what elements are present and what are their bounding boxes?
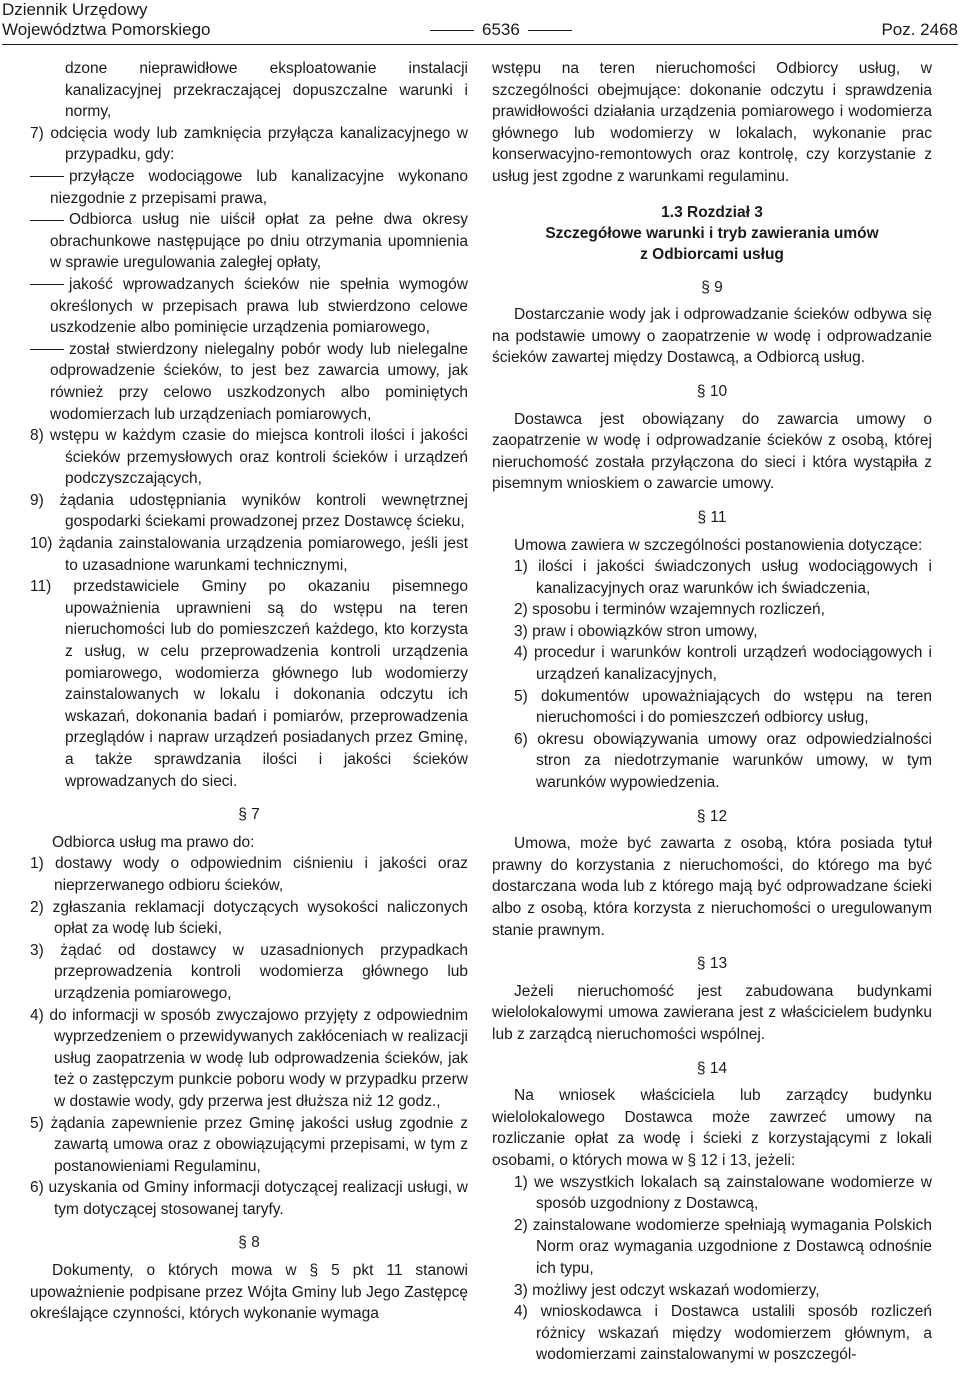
list-item: 4) do informacji w sposób zwyczajowo przyjęty z odpowiednim wyprzedzeniem o przewidywanych zakłóceniach w realizacji usług zaopatrzenia w wodę lub odprowadzenia ścieków, jak też o zastępczym punkcie poboru wody w przypadku przerw w dostawie wody, gdy przerwa jest dłuższa niż 12 godz., (30, 1006, 468, 1110)
paragraph: Dokumenty, o których mowa w § 5 pkt 11 stanowi upoważnienie podpisane przez Wójta Gminy lub Jego Zastępcę określające czynności, których wykonanie wymaga (30, 1262, 468, 1323)
dash-bullet (30, 176, 64, 177)
list-item: 3) praw i obowiązków stron umowy, (514, 622, 758, 640)
left-column (30, 58, 468, 1325)
publication-title: Dziennik Urzędowy (2, 0, 148, 19)
list-item: Odbiorca usług nie uiścił opłat za pełne dwa okresy obrachunkowe następujące po dniu otrzymania upomnienia w sprawie uregulowania zaległej opłaty, (30, 209, 468, 274)
list-item: przyłącze wodociągowe lub kanalizacyjne wykonano niezgodnie z przepisami prawa, (30, 166, 468, 209)
list-item: 1) ilości i jakości świadczonych usług wodociągowych i kanalizacyjnych oraz warunków ich świadczenia, (514, 558, 932, 597)
section-heading: § 10 (696, 382, 728, 400)
item7-sublist (30, 166, 468, 425)
chapter-number: 1.3 Rozdział 3 (661, 203, 763, 221)
list-item: 5) żądania zapewnienie przez Gminę jakości usług zgodnie z zawartą umowa oraz z obowiązującymi przepisami, w tym z postanowieniami Regulaminu, (30, 1114, 468, 1175)
list-item: 11) przedstawiciele Gminy po okazaniu pisemnego upoważnienia uprawnieni są do wstępu na teren nieruchomości lub do pomieszczeń każdego, kto korzysta z usług, w celu przeprowadzenia kontroli urządzenia pomiarowego, wodomierza głównego lub wodomierzy zainstalowanych w lokalu i dokonania odczytu ich wskazań, dokonania badań i pomiarów, przeprowadzenia przeglądów i napraw urządzeń posiadanych przez Gminę, a także sprawdzania ilości i jakości ścieków wprowadzanych do sieci. (30, 578, 468, 790)
section-heading: § 13 (696, 955, 728, 973)
paragraph: Umowa, może być zawarta z osobą, która posiada tytuł prawny do korzystania z nieruchomości, do którego ma być dostarczana woda lub z którego mają być odprowadzane ścieki albo z osobą, która korzysta z nieruchomości o uregulowanym stanie prawnym. (492, 835, 932, 939)
list-item: dzone nieprawidłowe eksploatowanie instalacji kanalizacyjnej przekraczającej dopuszczalne warunki i normy, (65, 60, 468, 121)
dash-bullet (30, 220, 64, 221)
chapter-title: Szczegółowe warunki i tryb zawierania umów (545, 224, 879, 242)
section-heading: § 8 (238, 1234, 260, 1252)
section-heading: § 14 (696, 1059, 728, 1077)
right-column (492, 58, 932, 1366)
list-item: 3) możliwy jest odczyt wskazań wodomierzy, (514, 1281, 820, 1299)
list-item: 10) żądania zainstalowania urządzenia pomiarowego, jeśli jest to uzasadnione warunkami technicznymi, (30, 535, 468, 574)
list-item: 4) procedur i warunków kontroli urządzeń wodociągowych i urządzeń kanalizacyjnych, (514, 644, 932, 684)
list-item: 7) odcięcia wody lub zamknięcia przyłącza kanalizacyjnego w przypadku, gdy: (30, 124, 468, 164)
paragraph: wstępu na teren nieruchomości Odbiorcy usług, w szczególności obejmujące: dokonanie odczytu i sprawdzenia prawidłowości działania urządzenia pomiarowego i wodomierza głównego lub wodomierzy w lokalach, wykonanie prac konserwacyjno-remontowych oraz kontrolę, czy korzystanie z usług jest zgodne z warunkami regulaminu. (492, 60, 932, 185)
chapter-heading (492, 202, 932, 265)
section-heading: § 9 (701, 278, 723, 296)
section-heading: § 7 (238, 806, 260, 824)
list-item: jakość wprowadzanych ścieków nie spełnia wymogów określonych w przepisach prawa lub stwierdzono celowe uszkodzenie albo pominięcie urządzenia pomiarowego, (30, 274, 468, 339)
paragraph: Odbiorca usług ma prawo do: (52, 833, 255, 851)
section-heading: § 12 (696, 807, 728, 825)
position-number: Poz. 2468 (881, 20, 958, 39)
list-item: 9) żądania udostępniania wyników kontroli wewnętrznej gospodarki ściekami prowadzonej przez Dostawcę ścieku, (30, 491, 468, 531)
chapter-title-cont: z Odbiorcami usług (640, 245, 784, 263)
dash-bullet (30, 284, 64, 285)
list-item: 2) sposobu i terminów wzajemnych rozliczeń, (514, 601, 825, 619)
paragraph: Dostarczanie wody jak i odprowadzanie ścieków odbywa się na podstawie umowy o zaopatrzenie w wodę i odprowadzanie ścieków zawartej między Dostawcą, a Odbiorcą usług. (492, 306, 932, 367)
section-heading: § 11 (697, 508, 727, 526)
dash-left (430, 30, 474, 31)
paragraph: Umowa zawiera w szczególności postanowienia dotyczące: (514, 536, 923, 554)
list-item: 4) wnioskodawca i Dostawca ustalili sposób rozliczeń różnicy wskazań między wodomierzem głównym, a wodomierzami zainstalowanymi w poszczegól- (514, 1303, 932, 1364)
dash-bullet (30, 349, 64, 350)
list-item: 6) uzyskania od Gminy informacji dotyczącej realizacji usługi, w tym dotyczącej stosowanej taryfy. (30, 1179, 468, 1218)
list-item: 5) dokumentów upoważniających do wstępu na teren nieruchomości i do pomieszczeń odbiorcy usług, (514, 687, 932, 727)
list-item: 8) wstępu w każdym czasie do miejsca kontroli ilości i jakości ścieków przemysłowych oraz kontroli ścieków i urządzeń podczyszczających, (30, 427, 468, 488)
list-item: 2) zainstalowane wodomierze spełniają wymagania Polskich Norm oraz wymagania uzgodnione z Dostawcą odnośnie ich typu, (514, 1216, 932, 1277)
publication-subtitle: Województwa Pomorskiego (2, 20, 211, 39)
paragraph: Na wniosek właściciela lub zarządcy budynku wielolokalowego Dostawca może zawrzeć umowy na rozliczanie opłat za wodę i ścieki z korzystającymi z lokali osobami, o których mowa w § 12 i 13, jeżeli: (492, 1087, 932, 1169)
page-number (422, 20, 580, 40)
list-item: 1) dostawy wody o odpowiednim ciśnieniu i jakości oraz nieprzerwanego odbioru ścieków, (30, 855, 468, 894)
list-item: został stwierdzony nielegalny pobór wody lub nielegalne odprowadzenie ścieków, to jest bez zawarcia umowy, jak również przy celowo uszkodzonych albo pominiętych wodomierzach lub urządzeniach pomiarowych, (30, 339, 468, 425)
list-item: 2) zgłaszania reklamacji dotyczących wysokości naliczonych opłat za wodę lub ścieki, (30, 898, 468, 938)
list-item: 3) żądać od dostawcy w uzasadnionych przypadkach przeprowadzenia kontroli wodomierza głównego lub urządzenia pomiarowego, (30, 941, 468, 1002)
paragraph: Dostawca jest obowiązany do zawarcia umowy o zaopatrzenie w wodę i odprowadzanie ścieków z osobą, której nieruchomość została przyłączona do sieci i która wystąpiła z pisemnym wnioskiem o zawarcie umowy. (492, 410, 932, 493)
paragraph: Jeżeli nieruchomość jest zabudowana budynkami wielolokalowymi umowa zawierana jest z właścicielem budynku lub z zarządcą nieruchomości wspólnej. (492, 982, 932, 1043)
dash-right (528, 30, 572, 31)
page-header (2, 0, 958, 45)
list-item: 1) we wszystkich lokalach są zainstalowane wodomierze w sposób uzgodniony z Dostawcą, (514, 1173, 932, 1213)
list-item: 6) okresu obowiązywania umowy oraz odpowiedzialności stron za niedotrzymanie warunków umowy, w tym warunków wypowiedzenia. (514, 730, 932, 792)
page-number-value: 6536 (482, 20, 520, 39)
